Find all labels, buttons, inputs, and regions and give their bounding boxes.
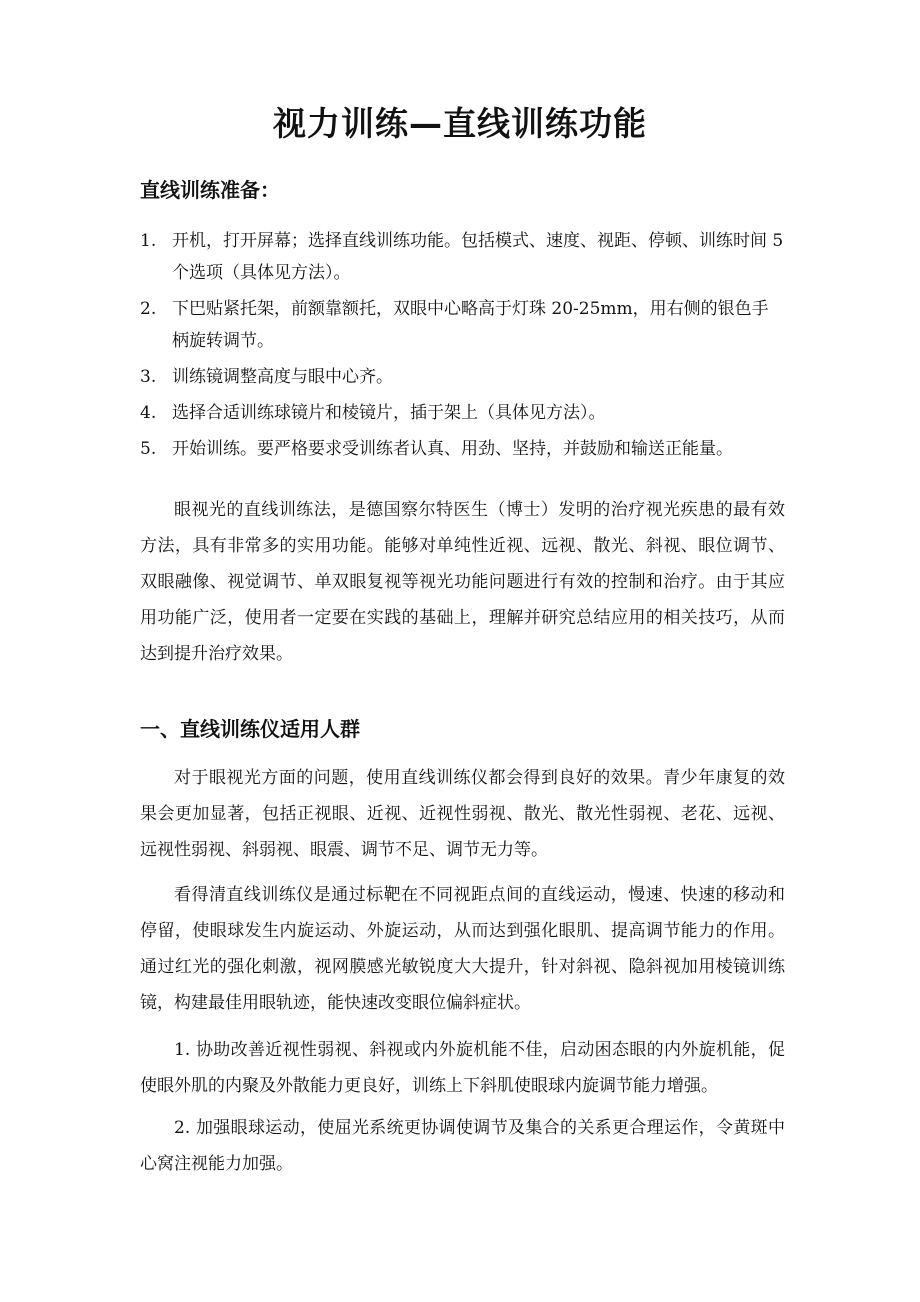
section-paragraph: 看得清直线训练仪是通过标靶在不同视距点间的直线运动，慢速、快速的移动和停留，使眼球发生内旋运动、外旋运动，从而达到强化眼肌、提高调节能力的作用。通过红光的强化刺激，视网膜感光敏锐度大大提升，针对斜视、隐斜视加用棱镜训练镜，构建最佳用眼轨迹，能快速改变眼位偏斜症状。 [140, 885, 785, 1013]
section-paragraph: 对于眼视光方面的问题，使用直线训练仪都会得到良好的效果。青少年康复的效果会更加显著，包括正视眼、近视、近视性弱视、散光、散光性弱视、老花、远视、远视性弱视、斜弱视、眼震、调节不足、调节无力等。 [140, 768, 785, 860]
list-item [140, 225, 785, 289]
list-number: 5. [140, 439, 157, 459]
list-item [140, 361, 785, 393]
list-number: 2. [140, 299, 157, 319]
list-item [140, 293, 785, 357]
list-number: 4. [140, 403, 157, 423]
intro-paragraph: 眼视光的直线训练法，是德国察尔特医生（博士）发明的治疗视光疾患的最有效方法，具有非常多的实用功能。能够对单纯性近视、远视、散光、斜视、眼位调节、双眼融像、视觉调节、单双眼复视等视光功能问题进行有效的控制和治疗。由于其应用功能广泛，使用者一定要在实践的基础上，理解并研究总结应用的相关技巧，从而达到提升治疗效果。 [140, 500, 785, 664]
numbered-paragraph: 1. 协助改善近视性弱视、斜视或内外旋机能不佳，启动困态眼的内外旋机能，促使眼外肌的内聚及外散能力更良好，训练上下斜肌使眼球内旋调节能力增强。 [140, 1040, 785, 1096]
list-text: 训练镜调整高度与眼中心齐。 [172, 367, 393, 387]
prep-heading: 直线训练准备： [140, 178, 280, 202]
list-text: 开始训练。要严格要求受训练者认真、用劲、坚持，并鼓励和输送正能量。 [172, 439, 733, 459]
prep-list [140, 225, 785, 469]
list-item [140, 397, 785, 429]
list-number: 3. [140, 367, 157, 387]
list-text: 开机，打开屏幕；选择直线训练功能。包括模式、速度、视距、停顿、训练时间 5 个选项（具体见方法）。 [172, 231, 784, 283]
list-text: 选择合适训练球镜片和棱镜片，插于架上（具体见方法）。 [172, 403, 606, 423]
list-text: 下巴贴紧托架，前额靠额托，双眼中心略高于灯珠 20-25mm，用右侧的银色手柄旋转调节。 [172, 299, 769, 351]
numbered-paragraph: 2. 加强眼球运动，使屈光系统更协调使调节及集合的关系更合理运作，令黄斑中心窝注视能力加强。 [140, 1118, 785, 1174]
section-heading: 一、直线训练仪适用人群 [140, 717, 360, 741]
list-item [140, 433, 785, 465]
page-title: 视力训练—直线训练功能 [273, 104, 647, 143]
list-number: 1. [140, 231, 157, 251]
